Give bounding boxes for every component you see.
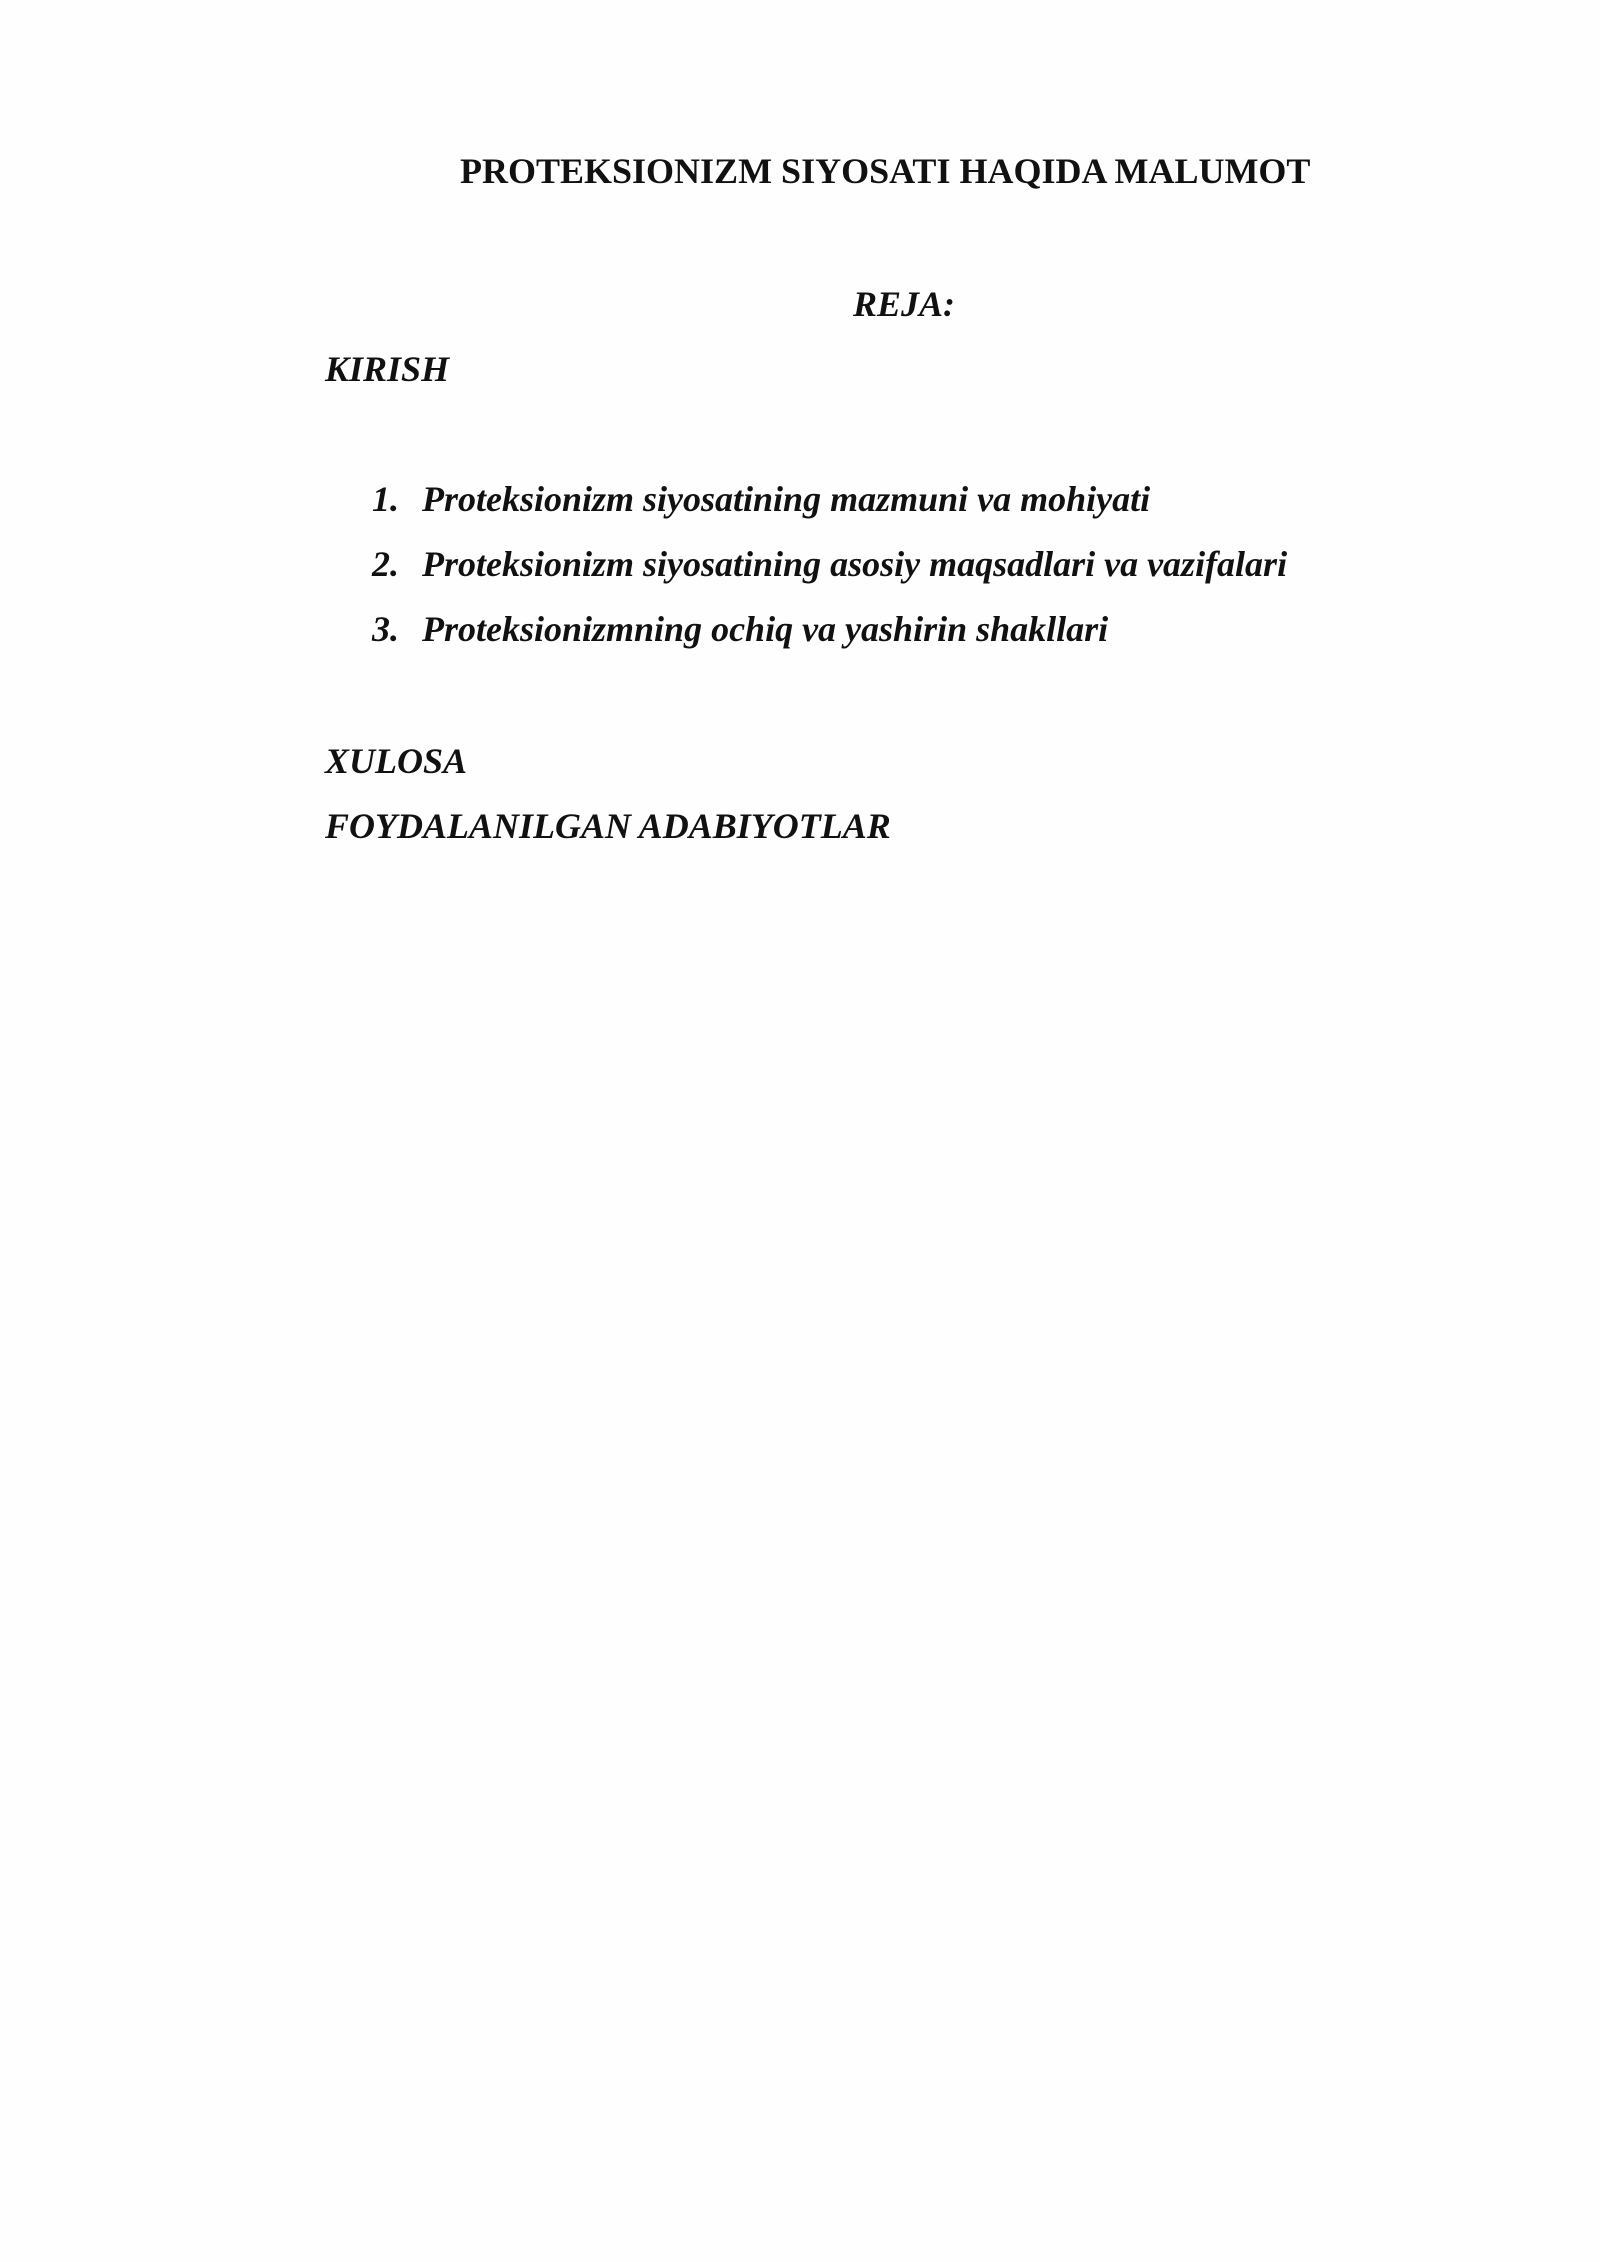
plan-item-text: Proteksionizmning ochiq va yashirin shakllari [422, 609, 1109, 649]
plan-item [372, 608, 1108, 651]
document-title: PROTEKSIONIZM SIYOSATI HAQIDA MALUMOT [460, 151, 1311, 191]
plan-heading: REJA: [853, 284, 956, 324]
plan-item-number: 2. [372, 544, 399, 584]
plan-item-text: Proteksionizm siyosatining mazmuni va mohiyati [422, 479, 1151, 519]
section-references: FOYDALANILGAN ADABIYOTLAR [325, 806, 891, 846]
plan-item-number: 3. [372, 609, 399, 649]
plan-item [372, 478, 1150, 521]
section-conclusion: XULOSA [325, 741, 468, 781]
section-intro: KIRISH [325, 349, 450, 389]
plan-item-text: Proteksionizm siyosatining asosiy maqsadlari va vazifalari [422, 544, 1288, 584]
plan-item [372, 543, 1287, 586]
plan-item-number: 1. [372, 479, 399, 519]
